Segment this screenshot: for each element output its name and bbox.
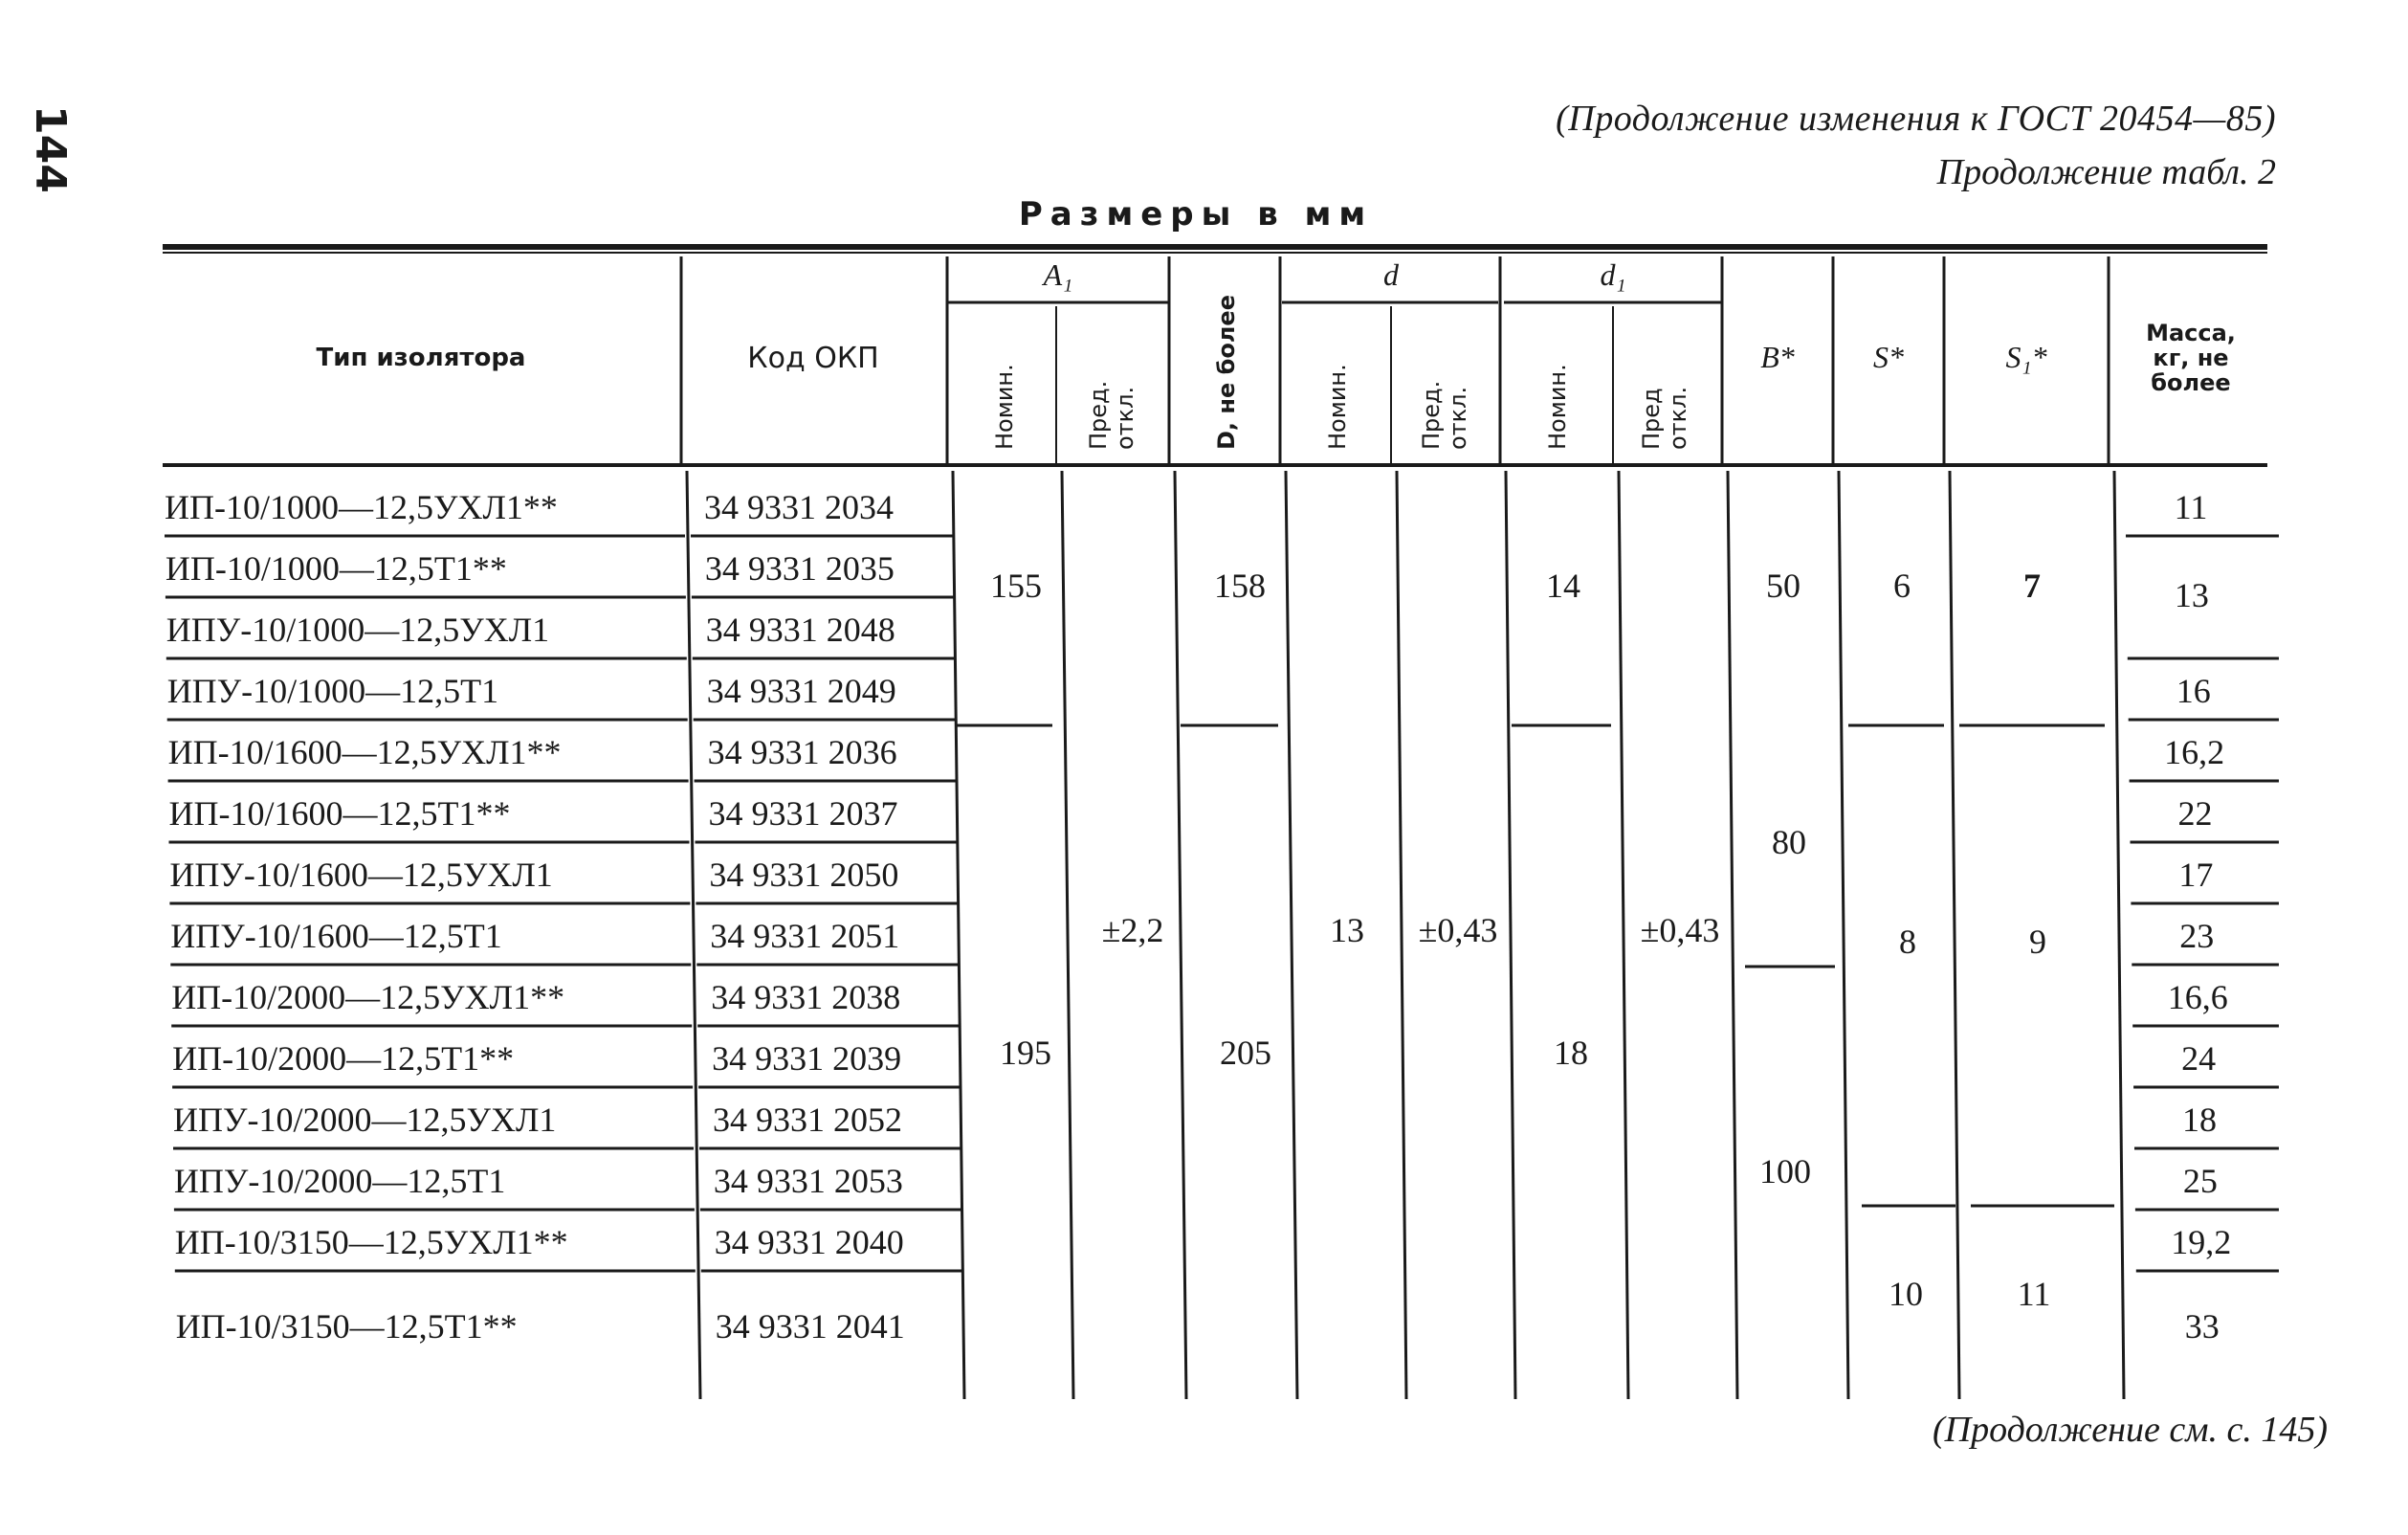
header-note: (Продолжение изменения к ГОСТ 20454—85): [1556, 99, 2276, 139]
col-header-a1-dev-2: откл.: [1112, 386, 1138, 450]
row-code: 34 9331 2034: [704, 488, 894, 526]
row-code: 34 9331 2053: [713, 1162, 903, 1200]
col-header-d1-nom: Номин.: [1544, 364, 1571, 450]
row-mass: 13: [2174, 576, 2209, 614]
row-type: ИП-10/3150—12,5Т1**: [175, 1307, 518, 1346]
row-code: 34 9331 2038: [711, 978, 901, 1016]
d1-nom-group-1: 14: [1546, 567, 1580, 605]
col-header-d-dev-1: Пред.: [1418, 380, 1445, 450]
d-dev-value: ±0,43: [1418, 911, 1498, 949]
row-mass: 25: [2182, 1162, 2218, 1200]
s1-group-3: 11: [2017, 1275, 2051, 1313]
col-header-mass-3: более: [2151, 369, 2231, 396]
footer-note: (Продолжение см. с. 145): [1932, 1410, 2328, 1450]
row-type: ИП-10/1600—12,5УХЛ1**: [167, 733, 562, 771]
col-header-b: B*: [1760, 340, 1795, 374]
row-mass: 11: [2174, 488, 2208, 526]
row-type: ИПУ-10/1000—12,5Т1: [166, 672, 499, 710]
col-header-type: Тип изолятора: [316, 344, 526, 372]
row-mass: 16: [2176, 672, 2211, 710]
s-group-2: 8: [1899, 923, 1916, 961]
row-mass: 33: [2184, 1307, 2220, 1346]
row-code: 34 9331 2040: [714, 1223, 904, 1261]
col-header-code: Код ОКП: [747, 342, 879, 375]
s1-group-1: 7: [2023, 567, 2041, 605]
col-header-d-dev-2: откл.: [1445, 386, 1471, 450]
row-mass: 22: [2177, 794, 2213, 833]
row-code: 34 9331 2037: [708, 794, 898, 833]
row-type: ИП-10/1000—12,5УХЛ1**: [165, 488, 558, 526]
col-header-a1-dev-1: Пред.: [1085, 380, 1112, 450]
a1-nom-group-2: 195: [1000, 1034, 1051, 1072]
row-mass: 19,2: [2171, 1223, 2232, 1261]
col-header-d-max: D, не более: [1213, 295, 1240, 450]
page-number: 144: [26, 105, 75, 193]
col-header-mass-1: Масса,: [2146, 320, 2236, 346]
row-mass: 16,2: [2164, 733, 2225, 771]
a1-nom-group-1: 155: [990, 567, 1042, 605]
col-header-d-nom: Номин.: [1324, 364, 1351, 450]
col-header-a1-nom: Номин.: [991, 364, 1018, 450]
s1-group-2: 9: [2029, 923, 2046, 961]
row-type: ИП-10/3150—12,5УХЛ1**: [174, 1223, 568, 1261]
row-code: 34 9331 2039: [712, 1039, 902, 1078]
col-header-mass-2: кг, не: [2153, 345, 2229, 371]
d-max-group-2: 205: [1220, 1034, 1271, 1072]
col-header-s1: S₁*: [2005, 340, 2047, 374]
row-code: 34 9331 2041: [715, 1307, 905, 1346]
row-code: 34 9331 2052: [713, 1101, 902, 1139]
row-code: 34 9331 2035: [704, 549, 895, 588]
b-group-3: 100: [1759, 1152, 1811, 1190]
row-type: ИПУ-10/2000—12,5УХЛ1: [173, 1101, 557, 1139]
b-group-1: 50: [1766, 567, 1800, 605]
row-code: 34 9331 2036: [707, 733, 897, 771]
d-max-group-1: 158: [1214, 567, 1266, 605]
row-mass: 24: [2181, 1039, 2217, 1078]
d-nom-value: 13: [1330, 911, 1364, 949]
row-code: 34 9331 2050: [709, 856, 899, 894]
b-group-2: 80: [1772, 823, 1806, 861]
row-type: ИПУ-10/1600—12,5УХЛ1: [169, 856, 553, 894]
d1-nom-group-2: 18: [1554, 1034, 1588, 1072]
row-mass: 23: [2179, 917, 2215, 955]
col-header-d1: d₁: [1600, 257, 1626, 292]
s-group-3: 10: [1889, 1275, 1923, 1313]
row-type: ИП-10/1000—12,5Т1**: [165, 549, 507, 588]
row-mass: 16,6: [2167, 978, 2228, 1016]
row-mass: 18: [2182, 1101, 2217, 1139]
row-type: ИП-10/2000—12,5УХЛ1**: [171, 978, 565, 1016]
a1-dev-value: ±2,2: [1101, 911, 1164, 949]
col-header-d1-dev-1: Пред: [1638, 388, 1665, 450]
row-code: 34 9331 2048: [705, 611, 895, 649]
table-caption: Продолжение табл. 2: [1936, 152, 2276, 192]
col-header-a1: A₁: [1043, 257, 1073, 292]
col-header-d: d: [1383, 257, 1399, 292]
s-group-1: 6: [1893, 567, 1911, 605]
row-type: ИП-10/1600—12,5Т1**: [168, 794, 511, 833]
row-code: 34 9331 2051: [710, 917, 900, 955]
d1-dev-value: ±0,43: [1640, 911, 1720, 949]
row-mass: 17: [2178, 856, 2214, 894]
row-type: ИП-10/2000—12,5Т1**: [172, 1039, 515, 1078]
row-type: ИПУ-10/1600—12,5Т1: [170, 917, 502, 955]
col-header-d1-dev-2: откл.: [1665, 386, 1691, 450]
col-header-s: S*: [1873, 340, 1904, 374]
row-type: ИПУ-10/1000—12,5УХЛ1: [166, 611, 550, 649]
row-code: 34 9331 2049: [706, 672, 896, 710]
row-type: ИПУ-10/2000—12,5Т1: [173, 1162, 506, 1200]
units-caption: Размеры в мм: [1018, 195, 1374, 234]
